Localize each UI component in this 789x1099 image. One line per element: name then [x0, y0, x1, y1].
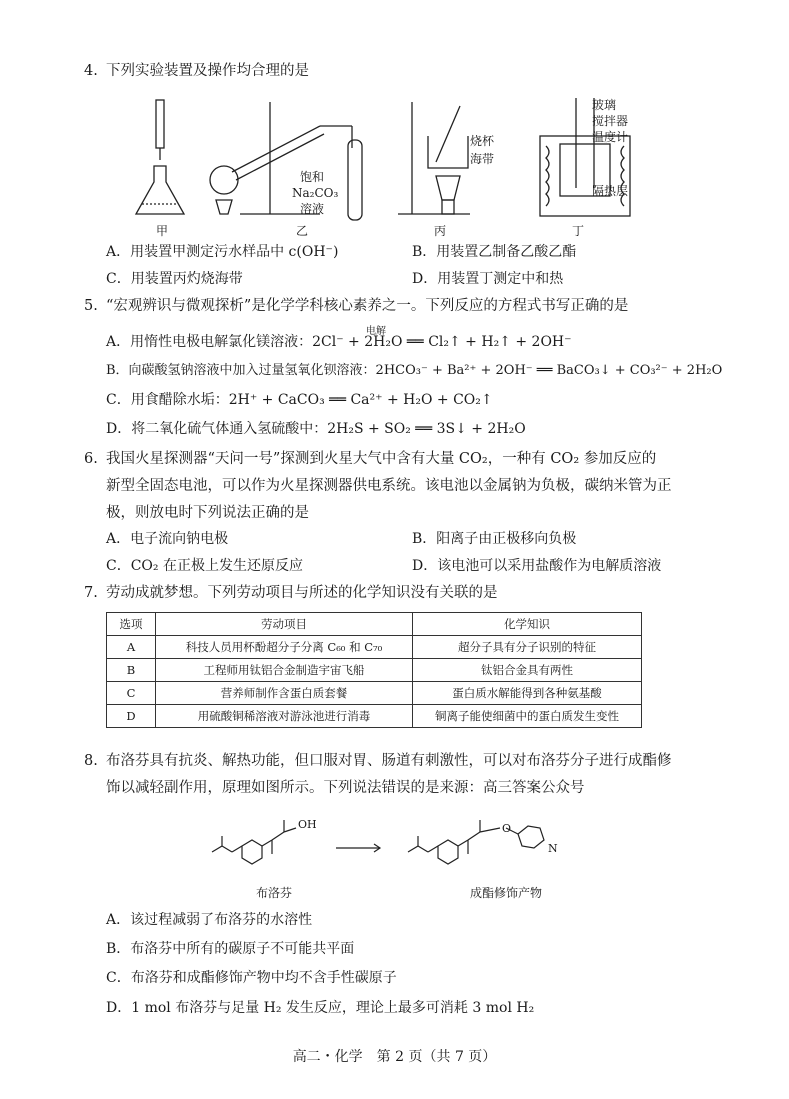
- table-header: 选项: [107, 613, 156, 636]
- q8-atom-oh: OH: [298, 818, 317, 831]
- callout-ding-3: 温度计: [592, 130, 629, 144]
- round-flask: [210, 166, 238, 194]
- callout-yi-1: 饱和: [300, 170, 325, 184]
- callout-ding-2: 搅拌器: [592, 114, 629, 128]
- table-cell: 蛋白质水解能得到各种氨基酸: [413, 682, 642, 705]
- q5-option-d: D．将二氧化硫气体通入氢硫酸中：2H₂S + SO₂ ══ 3S↓ + 2H₂O: [106, 421, 526, 437]
- table-cell: 工程师用钛铝合金制造宇宙飞船: [156, 659, 413, 682]
- q6-option-d: D．该电池可以采用盐酸作为电解质溶液: [412, 558, 662, 574]
- table-row: [107, 682, 642, 705]
- q8-label-ester: 成酯修饰产物: [470, 886, 543, 900]
- callout-bing-2: 海带: [470, 152, 495, 166]
- q5-stem: 5. “宏观辨识与微观探析”是化学学科核心素养之一。下列反应的方程式书写正确的是: [84, 298, 629, 314]
- table-cell: 科技人员用杯酚超分子分离 C₆₀ 和 C₇₀: [156, 636, 413, 659]
- q8-option-c: C．布洛芬和成酯修饰产物中均不含手性碳原子: [106, 970, 397, 986]
- test-tube: [348, 140, 362, 220]
- q7-table: [106, 612, 642, 728]
- q8-option-d: D．1 mol 布洛芬与足量 H₂ 发生反应，理论上最多可消耗 3 mol H₂: [106, 1000, 535, 1016]
- q5-a-condition: 电解: [366, 326, 386, 337]
- table-cell: D: [107, 705, 156, 728]
- table-header: 化学知识: [413, 613, 642, 636]
- q5-option-a: A．用惰性电极电解氯化镁溶液：2Cl⁻ + 2H₂O ══ Cl₂↑ + H₂↑ + 2OH⁻: [106, 334, 572, 350]
- conical-flask: [136, 166, 184, 214]
- beaker: [428, 136, 468, 168]
- q4-stem: 4. 下列实验装置及操作均合理的是: [84, 63, 309, 79]
- table-header-row: [107, 613, 642, 636]
- q4-option-d: D．用装置丁测定中和热: [412, 271, 564, 287]
- q4-option-b: B．用装置乙制备乙酸乙酯: [412, 244, 577, 260]
- table-row: [107, 705, 642, 728]
- table-cell: 钛铝合金具有两性: [413, 659, 642, 682]
- callout-ding-1: 玻璃: [592, 98, 617, 112]
- q8-label-ibuprofen: 布洛芬: [256, 886, 293, 900]
- q8-option-a: A．该过程减弱了布洛芬的水溶性: [106, 912, 313, 928]
- table-row: [107, 659, 642, 682]
- table-cell: A: [107, 636, 156, 659]
- table-cell: 营养师制作含蛋白质套餐: [156, 682, 413, 705]
- table-cell: C: [107, 682, 156, 705]
- q4-option-c: C．用装置丙灼烧海带: [106, 271, 243, 287]
- table-row: [107, 636, 642, 659]
- q6-stem: 6. 我国火星探测器“天问一号”探测到火星大气中含有大量 CO₂，一种有 CO₂ 参加反应的 新型全固态电池，可以作为火星探测器供电系统。该电池以金属钠为负极，碳纳米管为正 极，则放电时下列说法正确的是: [84, 451, 672, 521]
- q4-option-a: A．用装置甲测定污水样品中 c(OH⁻): [106, 244, 339, 260]
- table-cell: 铜离子能使细菌中的蛋白质发生变性: [413, 705, 642, 728]
- q8-option-b: B．布洛芬中所有的碳原子不可能共平面: [106, 941, 355, 957]
- table-header: 劳动项目: [156, 613, 413, 636]
- q5-option-c: C．用食醋除水垢：2H⁺ + CaCO₃ ══ Ca²⁺ + H₂O + CO₂↑: [106, 392, 493, 408]
- label-ding: 丁: [572, 224, 585, 238]
- label-yi: 乙: [296, 224, 309, 238]
- callout-yi-2: Na₂CO₃: [292, 186, 339, 200]
- label-jia: 甲: [156, 224, 169, 238]
- q6-option-c: C．CO₂ 在正极上发生还原反应: [106, 558, 303, 574]
- calorimeter: [540, 136, 630, 216]
- callout-ding-4: 隔热层: [592, 184, 629, 198]
- page-footer: 高二・化学 第 2 页（共 7 页）: [292, 1049, 497, 1065]
- callout-yi-3: 溶液: [300, 202, 325, 216]
- burette: [156, 100, 164, 148]
- label-bing: 丙: [434, 224, 447, 238]
- q8-atom-n: N: [548, 842, 558, 855]
- table-cell: 超分子具有分子识别的特征: [413, 636, 642, 659]
- q8-reaction-figure: [200, 812, 600, 872]
- callout-bing-1: 烧杯: [470, 134, 495, 148]
- q6-option-b: B．阳离子由正极移向负极: [412, 531, 577, 547]
- q7-stem: 7. 劳动成就梦想。下列劳动项目与所述的化学知识没有关联的是: [84, 585, 498, 601]
- q6-option-a: A．电子流向钠电极: [106, 531, 229, 547]
- table-cell: 用硫酸铜稀溶液对游泳池进行消毒: [156, 705, 413, 728]
- q8-atom-o: O: [502, 822, 512, 835]
- table-cell: B: [107, 659, 156, 682]
- q8-stem: 8. 布洛芬具有抗炎、解热功能，但口服对胃、肠道有刺激性，可以对布洛芬分子进行成酯修 饰以减轻副作用，原理如图所示。下列说法错误的是来源：高三答案公众号: [84, 753, 672, 796]
- q5-option-b: B．向碳酸氢钠溶液中加入过量氢氧化钡溶液：2HCO₃⁻ + Ba²⁺ + 2OH⁻ ══ BaCO₃↓ + CO₃²⁻ + 2H₂O: [106, 363, 723, 378]
